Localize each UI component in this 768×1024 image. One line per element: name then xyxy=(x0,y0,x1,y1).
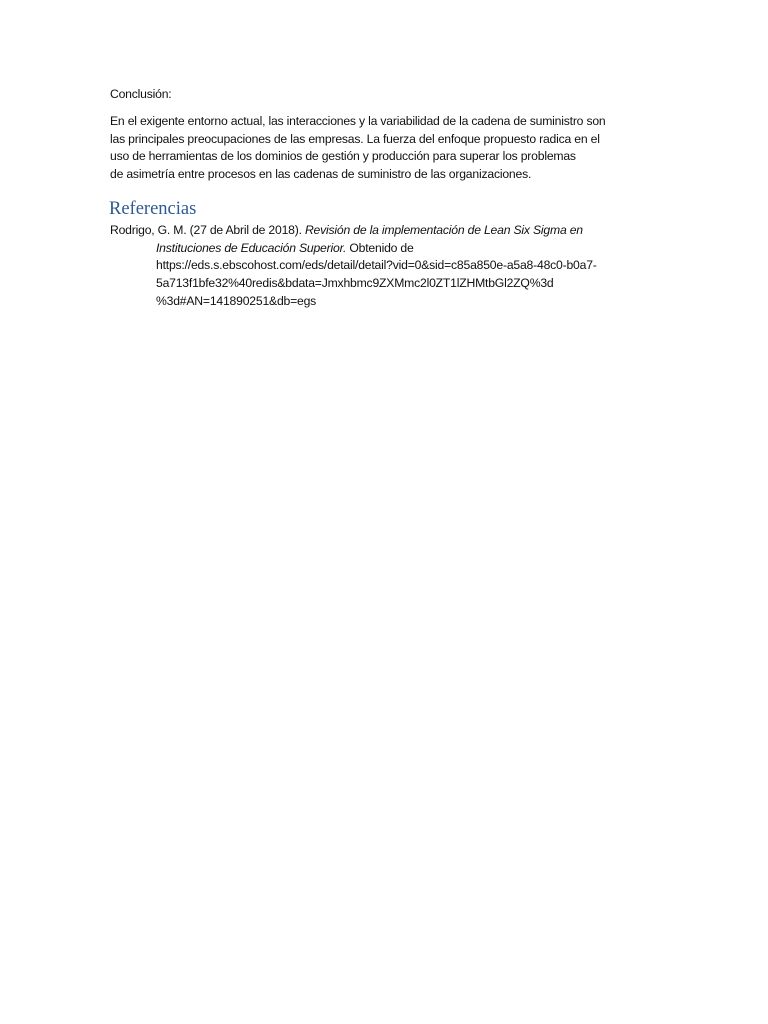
conclusion-line-2: las principales preocupaciones de las empresas. La fuerza del enfoque propuesto radica en el xyxy=(110,131,600,146)
conclusion-line-4: de asimetría entre procesos en las cadenas de suministro de las organizaciones. xyxy=(110,167,532,182)
reference-line-2 xyxy=(110,240,670,258)
conclusion-line-3: uso de herramientas de los dominios de gestión y producción para superar los problemas xyxy=(110,149,576,164)
reference-url-line-3: %3d#AN=141890251&db=egs xyxy=(156,293,317,308)
references-heading: Referencias xyxy=(109,199,197,219)
conclusion-paragraph xyxy=(110,113,670,184)
reference-url-line-1: https://eds.s.ebscohost.com/eds/detail/detail?vid=0&sid=c85a850e-a5a8-48c0-b0a7- xyxy=(156,258,597,273)
reference-entry xyxy=(110,222,670,311)
reference-url-line-2: 5a713f1bfe32%40redis&bdata=Jmxhbmc9ZXMmc2l0ZT1lZHMtbGl2ZQ%3d xyxy=(156,276,554,291)
reference-author-date: Rodrigo, G. M. (27 de Abril de 2018). xyxy=(110,223,305,237)
conclusion-heading: Conclusión: xyxy=(110,87,172,101)
conclusion-line-1: En el exigente entorno actual, las interacciones y la variabilidad de la cadena de suministro son xyxy=(110,114,606,128)
reference-line-1 xyxy=(110,222,670,240)
reference-retrieved-label: Obtenido de xyxy=(346,240,414,255)
reference-title-part2: Instituciones de Educación Superior. xyxy=(156,240,347,255)
reference-title-part1: Revisión de la implementación de Lean Six Sigma en xyxy=(304,223,583,237)
